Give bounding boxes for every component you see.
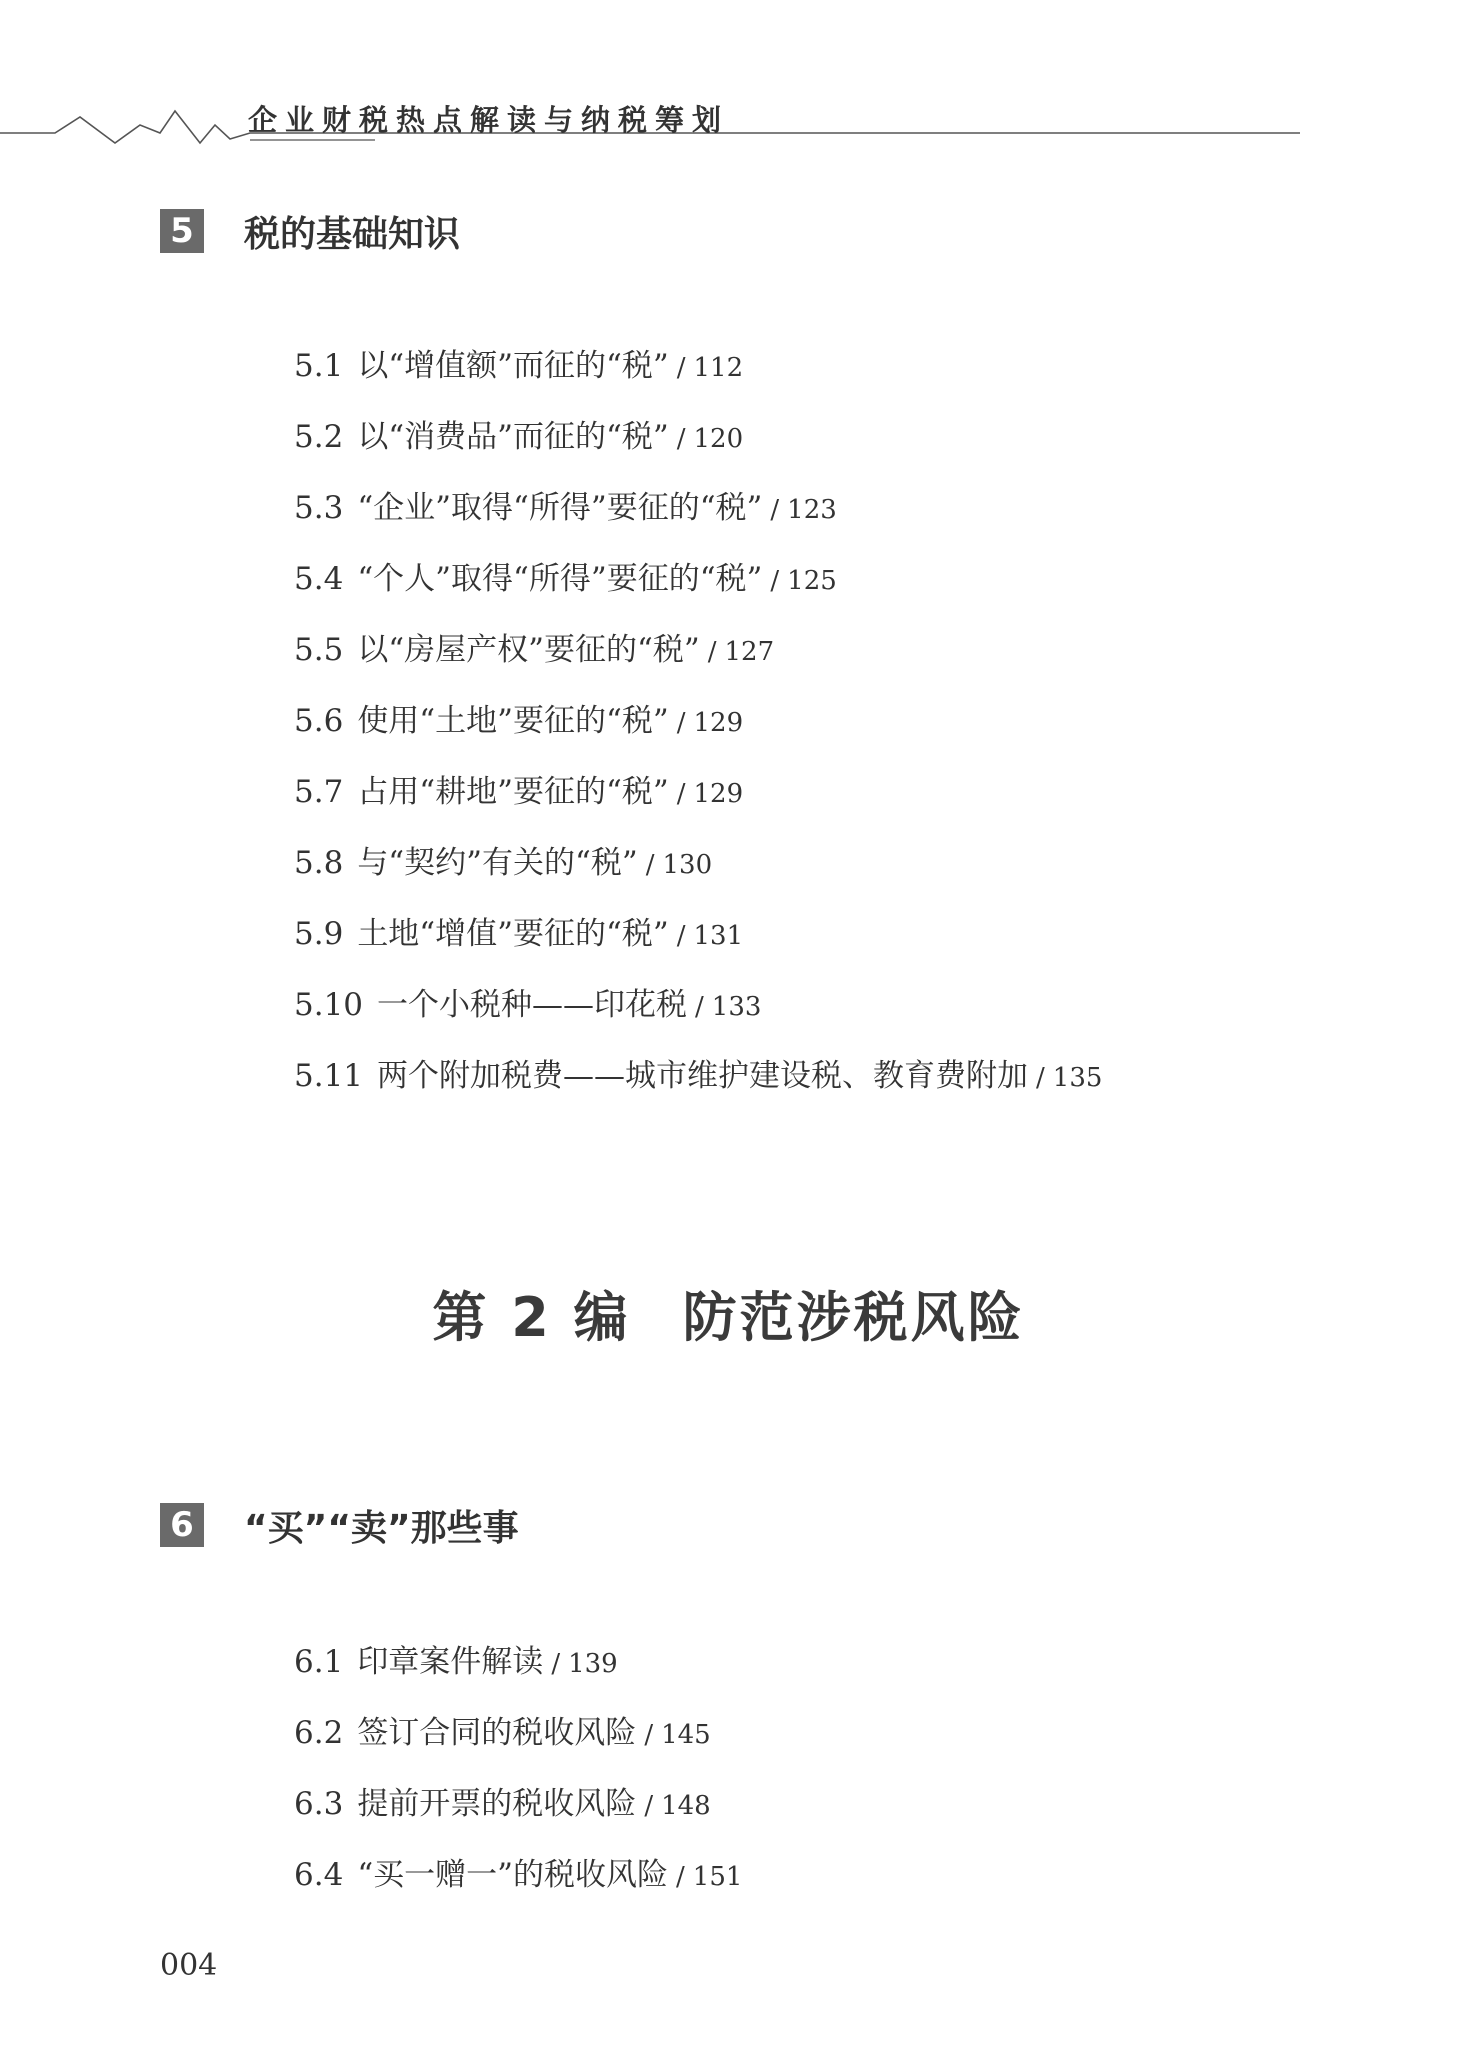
chapter-number-badge: 5 [160, 209, 204, 253]
toc-entry[interactable] [294, 415, 1102, 486]
toc-entry-number: 5.7 [294, 774, 344, 810]
toc-separator: / [676, 424, 686, 454]
toc-entry[interactable] [294, 557, 1102, 628]
toc-entry-page: 130 [662, 850, 713, 880]
toc-entry-page: 131 [693, 921, 744, 951]
toc-entry[interactable] [294, 770, 1102, 841]
toc-separator: / [695, 992, 704, 1022]
book-title: 企业财税热点解读与纳税筹划 [248, 103, 730, 137]
toc-entry-page: 135 [1052, 1063, 1103, 1093]
toc-separator: / [645, 850, 655, 880]
chapter-title: 税的基础知识 [244, 213, 461, 255]
toc-entry-title: 签订合同的税收风险 [357, 1715, 637, 1751]
toc-separator: / [1036, 1063, 1045, 1093]
toc-entry-number: 5.2 [294, 419, 344, 455]
toc-separator: / [644, 1791, 654, 1821]
toc-entry-page: 129 [693, 708, 744, 738]
toc-separator: / [676, 779, 686, 809]
toc-entry-number: 6.4 [294, 1857, 344, 1893]
toc-entry-page: 145 [661, 1720, 711, 1750]
toc-entry-title: 使用“土地”要征的“税” [357, 703, 669, 739]
toc-entry-number: 5.3 [294, 490, 344, 526]
toc-separator: / [770, 495, 780, 525]
toc-separator: / [707, 637, 717, 667]
toc-entry[interactable] [294, 486, 1102, 557]
toc-entry-number: 5.5 [294, 632, 344, 668]
toc-entry-title: “个人”取得“所得”要征的“税” [357, 561, 763, 597]
toc-entry-number: 5.9 [294, 916, 344, 952]
toc-entry-title: 以“房屋产权”要征的“税” [357, 632, 700, 668]
toc-entry[interactable] [294, 912, 1102, 983]
toc-entry-page: 112 [693, 353, 744, 383]
toc-entry-number: 6.3 [294, 1786, 344, 1822]
toc-entry-page: 151 [692, 1862, 743, 1892]
toc-entry-title: 一个小税种——印花税 [377, 987, 688, 1023]
toc-entry[interactable] [294, 344, 1102, 415]
toc-entry-page: 129 [693, 779, 744, 809]
toc-separator: / [676, 921, 686, 951]
page-number: 004 [160, 1948, 218, 1983]
toc-entry-number: 5.10 [294, 987, 364, 1023]
toc-entry-title: “买一赠一”的税收风险 [357, 1857, 669, 1893]
toc-entry-number: 5.8 [294, 845, 344, 881]
toc-entry-number: 5.11 [294, 1058, 364, 1094]
toc-entry-number: 6.2 [294, 1715, 344, 1751]
chapter-heading-6 [160, 1502, 519, 1548]
toc-entry-title: 提前开票的税收风险 [357, 1786, 637, 1822]
toc-separator: / [676, 1862, 685, 1892]
toc-entry-title: 以“消费品”而征的“税” [357, 419, 669, 455]
toc-entry-page: 139 [568, 1649, 618, 1679]
toc-entry[interactable] [294, 1640, 742, 1711]
toc-entry-title: “企业”取得“所得”要征的“税” [357, 490, 763, 526]
toc-entry[interactable] [294, 1853, 742, 1924]
toc-entry-page: 133 [711, 992, 762, 1022]
chapter-title: “买”“卖”那些事 [244, 1507, 519, 1549]
toc-separator: / [644, 1720, 654, 1750]
toc-separator: / [770, 566, 780, 596]
toc-entry-number: 6.1 [294, 1644, 344, 1680]
toc-entry[interactable] [294, 983, 1102, 1054]
toc-entry-number: 5.4 [294, 561, 344, 597]
toc-entry-page: 123 [787, 495, 837, 525]
toc-entry-title: 印章案件解读 [357, 1644, 544, 1680]
toc-entry[interactable] [294, 699, 1102, 770]
part-label: 第 2 编 [432, 1286, 631, 1349]
chapter-number-badge: 6 [160, 1503, 204, 1547]
chapter-heading-5 [160, 208, 460, 254]
toc-entry-title: 土地“增值”要征的“税” [357, 916, 669, 952]
toc-separator: / [676, 353, 686, 383]
chapter-5-toc [294, 344, 1102, 1125]
toc-separator: / [676, 708, 686, 738]
toc-entry[interactable] [294, 1782, 742, 1853]
chapter-6-toc [294, 1640, 742, 1924]
toc-entry-title: 与“契约”有关的“税” [357, 845, 638, 881]
toc-entry-title: 占用“耕地”要征的“税” [357, 774, 669, 810]
toc-entry[interactable] [294, 841, 1102, 912]
toc-entry-title: 以“增值额”而征的“税” [357, 348, 669, 384]
part-title [0, 1275, 1457, 1352]
toc-entry-page: 120 [693, 424, 744, 454]
toc-entry[interactable] [294, 628, 1102, 699]
toc-entry-number: 5.6 [294, 703, 344, 739]
toc-separator: / [551, 1649, 561, 1679]
toc-entry-page: 127 [724, 637, 775, 667]
part-name: 防范涉税风险 [682, 1286, 1025, 1349]
toc-entry-number: 5.1 [294, 348, 344, 384]
toc-entry-title: 两个附加税费——城市维护建设税、教育费附加 [377, 1058, 1029, 1094]
toc-entry[interactable] [294, 1054, 1102, 1125]
toc-entry-page: 125 [787, 566, 837, 596]
toc-entry[interactable] [294, 1711, 742, 1782]
toc-entry-page: 148 [661, 1791, 711, 1821]
